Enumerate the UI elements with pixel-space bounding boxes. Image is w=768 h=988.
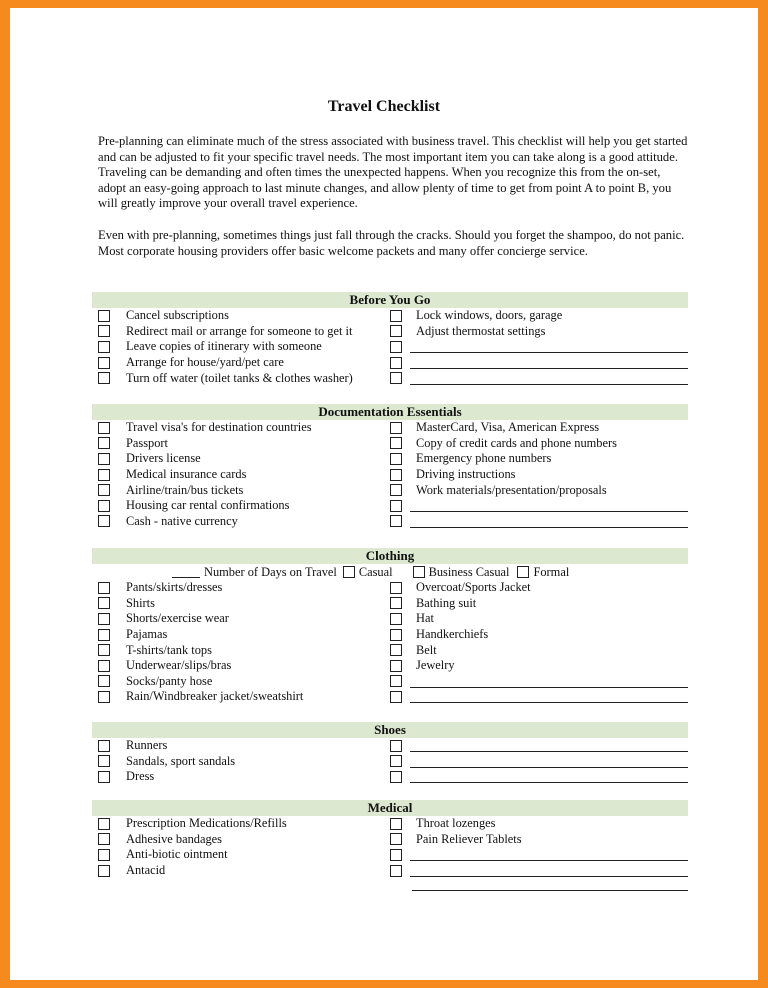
checklist-item: [390, 436, 688, 452]
section-shoes: [92, 722, 688, 785]
checkbox[interactable]: [98, 849, 110, 861]
checklist-item: [390, 674, 688, 690]
checklist-item-label: MasterCard, Visa, American Express: [416, 420, 600, 435]
checkbox[interactable]: [98, 422, 110, 434]
section-before-you-go: [92, 292, 688, 386]
write-in-line[interactable]: [410, 499, 688, 512]
checklist-item: [390, 847, 688, 863]
checkbox[interactable]: [390, 453, 402, 465]
checklist-item-label: Redirect mail or arrange for someone to get it: [126, 323, 353, 338]
write-in-line[interactable]: [410, 515, 688, 528]
checklist-item-label: Emergency phone numbers: [416, 451, 552, 466]
write-in-line[interactable]: [410, 675, 688, 688]
checklist-column-right: [390, 420, 688, 529]
checkbox[interactable]: [98, 597, 110, 609]
checklist-item-label: Lock windows, doors, garage: [416, 308, 563, 323]
checkbox[interactable]: [390, 755, 402, 767]
checklist-item: [98, 738, 386, 754]
business-casual-checkbox[interactable]: [413, 566, 425, 578]
write-in-line[interactable]: [410, 755, 688, 768]
checkbox[interactable]: [390, 833, 402, 845]
checklist-item: [390, 482, 688, 498]
checklist-item: [390, 498, 688, 514]
casual-label: Casual: [358, 564, 393, 579]
checkbox[interactable]: [98, 310, 110, 322]
checklist-item: [98, 611, 386, 627]
checkbox[interactable]: [390, 341, 402, 353]
checkbox[interactable]: [98, 341, 110, 353]
checkbox[interactable]: [98, 437, 110, 449]
checklist-column-left: [98, 580, 386, 705]
checkbox[interactable]: [390, 484, 402, 496]
write-in-line[interactable]: [410, 690, 688, 703]
checklist-item: [98, 642, 386, 658]
checkbox[interactable]: [390, 771, 402, 783]
write-in-line[interactable]: [410, 340, 688, 353]
checkbox[interactable]: [390, 597, 402, 609]
checklist-item: [98, 498, 386, 514]
checklist-item: [98, 596, 386, 612]
checklist-item: [390, 658, 688, 674]
section-clothing: [92, 548, 688, 705]
checkbox[interactable]: [98, 325, 110, 337]
checkbox[interactable]: [98, 582, 110, 594]
checklist-item-label: Handkerchiefs: [416, 627, 489, 642]
checkbox[interactable]: [390, 644, 402, 656]
checkbox[interactable]: [98, 691, 110, 703]
checklist-item-label: Cash - native currency: [126, 513, 238, 528]
write-in-line[interactable]: [410, 372, 688, 385]
checklist-item: [98, 370, 386, 386]
checklist-item: [98, 580, 386, 596]
intro-paragraph: Pre-planning can eliminate much of the stress associated with business travel. This checklist will help you get started and can be adjusted to fit your specific travel needs. The most important item you can take along is a good attitude. Traveling can be demanding and often times the unexpected happens. When you recognize this from the on-set, adopt an easy-going approach to last minute changes, and allow plenty of time to get from point A to point B, you will greatly improve your overall travel experience.: [98, 134, 688, 211]
checklist-item-label: Overcoat/Sports Jacket: [416, 580, 531, 595]
checklist-item: [390, 420, 688, 436]
checklist-item: [98, 832, 386, 848]
write-in-line[interactable]: [410, 864, 688, 877]
checkbox[interactable]: [98, 755, 110, 767]
checklist-item-label: Drivers license: [126, 451, 201, 466]
checkbox[interactable]: [390, 582, 402, 594]
checkbox[interactable]: [98, 500, 110, 512]
checklist-item-label: T-shirts/tank tops: [126, 642, 212, 657]
checklist-item: [390, 580, 688, 596]
checklist-item: [98, 482, 386, 498]
checkbox[interactable]: [98, 629, 110, 641]
section-documentation: [92, 404, 688, 529]
checklist-item: [390, 467, 688, 483]
checkbox[interactable]: [390, 372, 402, 384]
checklist-item: [98, 467, 386, 483]
checklist-item-label: Dress: [126, 769, 155, 784]
checklist-item-label: Adjust thermostat settings: [416, 323, 546, 338]
checkbox[interactable]: [390, 310, 402, 322]
checklist-item: [98, 816, 386, 832]
checklist-item: [390, 642, 688, 658]
checkbox[interactable]: [390, 469, 402, 481]
checklist-item: [390, 355, 688, 371]
checkbox[interactable]: [390, 357, 402, 369]
business-casual-label: Business Casual: [428, 564, 510, 579]
checkbox[interactable]: [390, 515, 402, 527]
checkbox[interactable]: [98, 818, 110, 830]
clothing-options: [92, 564, 688, 580]
checklist-item-label: Underwear/slips/bras: [126, 658, 232, 673]
write-in-line[interactable]: [410, 356, 688, 369]
checklist-item-label: Prescription Medications/Refills: [126, 816, 287, 831]
checklist-item-label: Medical insurance cards: [126, 467, 247, 482]
checklist-item: [98, 754, 386, 770]
checklist-item: [98, 514, 386, 530]
checkbox[interactable]: [390, 437, 402, 449]
checklist-item: [98, 863, 386, 879]
checklist-item: [98, 627, 386, 643]
checklist-item: [98, 355, 386, 371]
checklist-item-label: Throat lozenges: [416, 816, 496, 831]
checklist-item: [98, 436, 386, 452]
checkbox[interactable]: [98, 833, 110, 845]
checklist-item: [98, 451, 386, 467]
checkbox[interactable]: [98, 469, 110, 481]
formal-checkbox[interactable]: [517, 566, 529, 578]
checklist-column-left: [98, 420, 386, 529]
checklist-item-label: Jewelry: [416, 658, 455, 673]
checklist-item: [390, 339, 688, 355]
checkbox[interactable]: [98, 613, 110, 625]
checkbox[interactable]: [98, 771, 110, 783]
checklist-item-label: Copy of credit cards and phone numbers: [416, 435, 617, 450]
checklist-item-label: Pajamas: [126, 627, 168, 642]
checkbox[interactable]: [98, 644, 110, 656]
checklist-item: [390, 738, 688, 754]
checklist-item: [98, 689, 386, 705]
checklist-item-label: Housing car rental confirmations: [126, 498, 290, 513]
checklist-item-label: Turn off water (toilet tanks & clothes washer): [126, 370, 353, 385]
checklist-item-label: Runners: [126, 738, 168, 753]
intro-paragraph-2: Even with pre-planning, sometimes things just fall through the cracks. Should you forget the shampoo, do not panic. Most corporate housing providers offer basic welcome packets and many offer concierge service.: [98, 228, 685, 258]
casual-checkbox[interactable]: [343, 566, 355, 578]
write-in-line[interactable]: [410, 739, 688, 752]
checkbox[interactable]: [98, 675, 110, 687]
checklist-item-label: Adhesive bandages: [126, 831, 222, 846]
checklist-item: [98, 420, 386, 436]
checkbox[interactable]: [98, 372, 110, 384]
checklist-item: [390, 627, 688, 643]
checklist-item: [98, 769, 386, 785]
section-medical: [92, 800, 688, 894]
checklist-item: [390, 370, 688, 386]
checklist-item: [98, 847, 386, 863]
checkbox[interactable]: [390, 675, 402, 687]
checklist-item: [390, 816, 688, 832]
checklist-column-right: [390, 738, 688, 785]
checkbox[interactable]: [390, 818, 402, 830]
checklist-column-right: [390, 308, 688, 386]
section-header: Medical: [92, 800, 688, 816]
checklist-item: [390, 308, 688, 324]
checklist-item-label: Anti-biotic ointment: [126, 847, 228, 862]
checkbox[interactable]: [98, 515, 110, 527]
days-blank[interactable]: [172, 566, 200, 578]
formal-label: Formal: [533, 564, 570, 579]
checklist-item: [390, 863, 688, 879]
write-in-line[interactable]: [410, 770, 688, 783]
checklist-item: [390, 451, 688, 467]
checkbox[interactable]: [390, 422, 402, 434]
checkbox[interactable]: [98, 484, 110, 496]
checklist-item-label: Rain/Windbreaker jacket/sweatshirt: [126, 689, 304, 704]
checklist-item: [98, 674, 386, 690]
checklist-item: [390, 832, 688, 848]
checklist-item: [390, 611, 688, 627]
checklist-column-left: [98, 816, 386, 878]
write-in-line[interactable]: [412, 890, 688, 891]
checklist-item-label: Airline/train/bus tickets: [126, 482, 244, 497]
checklist-item-label: Travel visa's for destination countries: [126, 420, 312, 435]
checklist-item-label: Shorts/exercise wear: [126, 611, 229, 626]
checkbox[interactable]: [390, 691, 402, 703]
checklist-item-label: Hat: [416, 611, 434, 626]
write-in-line[interactable]: [410, 848, 688, 861]
checklist-item: [390, 514, 688, 530]
checkbox[interactable]: [98, 865, 110, 877]
checklist-item-label: Socks/panty hose: [126, 673, 213, 688]
checklist-item: [390, 596, 688, 612]
checkbox[interactable]: [390, 660, 402, 672]
checkbox[interactable]: [390, 325, 402, 337]
section-header: Before You Go: [92, 292, 688, 308]
checklist-item: [390, 769, 688, 785]
checkbox[interactable]: [390, 613, 402, 625]
checklist-item-label: Leave copies of itinerary with someone: [126, 339, 322, 354]
checklist-item-label: Work materials/presentation/proposals: [416, 482, 607, 497]
page-title: Travel Checklist: [327, 98, 441, 115]
checklist-item: [98, 339, 386, 355]
section-header: Clothing: [92, 548, 688, 564]
checkbox[interactable]: [390, 865, 402, 877]
checklist-item: [98, 658, 386, 674]
section-header: Documentation Essentials: [92, 404, 688, 420]
checklist-column-left: [98, 308, 386, 386]
checklist-item-label: Sandals, sport sandals: [126, 753, 236, 768]
checklist-item-label: Antacid: [126, 863, 166, 878]
checklist-item-label: Shirts: [126, 595, 155, 610]
checklist-item: [390, 754, 688, 770]
checklist-item-label: Bathing suit: [416, 595, 477, 610]
checkbox[interactable]: [390, 629, 402, 641]
checklist-item: [98, 324, 386, 340]
checkbox[interactable]: [390, 500, 402, 512]
checkbox[interactable]: [390, 740, 402, 752]
checklist-column-right: [390, 580, 688, 705]
checklist-item-label: Driving instructions: [416, 467, 516, 482]
checkbox[interactable]: [390, 849, 402, 861]
checkbox[interactable]: [98, 660, 110, 672]
section-header: Shoes: [92, 722, 688, 738]
days-label: Number of Days on Travel: [204, 564, 337, 579]
checkbox[interactable]: [98, 453, 110, 465]
checklist-item-label: Arrange for house/yard/pet care: [126, 355, 284, 370]
checklist-item: [390, 689, 688, 705]
checkbox[interactable]: [98, 357, 110, 369]
checklist-page: [10, 8, 758, 980]
checklist-column-left: [98, 738, 386, 785]
checklist-item-label: Pain Reliever Tablets: [416, 831, 522, 846]
checklist-item: [390, 324, 688, 340]
checklist-item: [98, 308, 386, 324]
checkbox[interactable]: [98, 740, 110, 752]
checklist-item-label: Belt: [416, 642, 437, 657]
checklist-item-label: Cancel subscriptions: [126, 308, 229, 323]
checklist-column-right: [390, 816, 688, 878]
checklist-item-label: Pants/skirts/dresses: [126, 580, 223, 595]
checklist-item-label: Passport: [126, 435, 168, 450]
